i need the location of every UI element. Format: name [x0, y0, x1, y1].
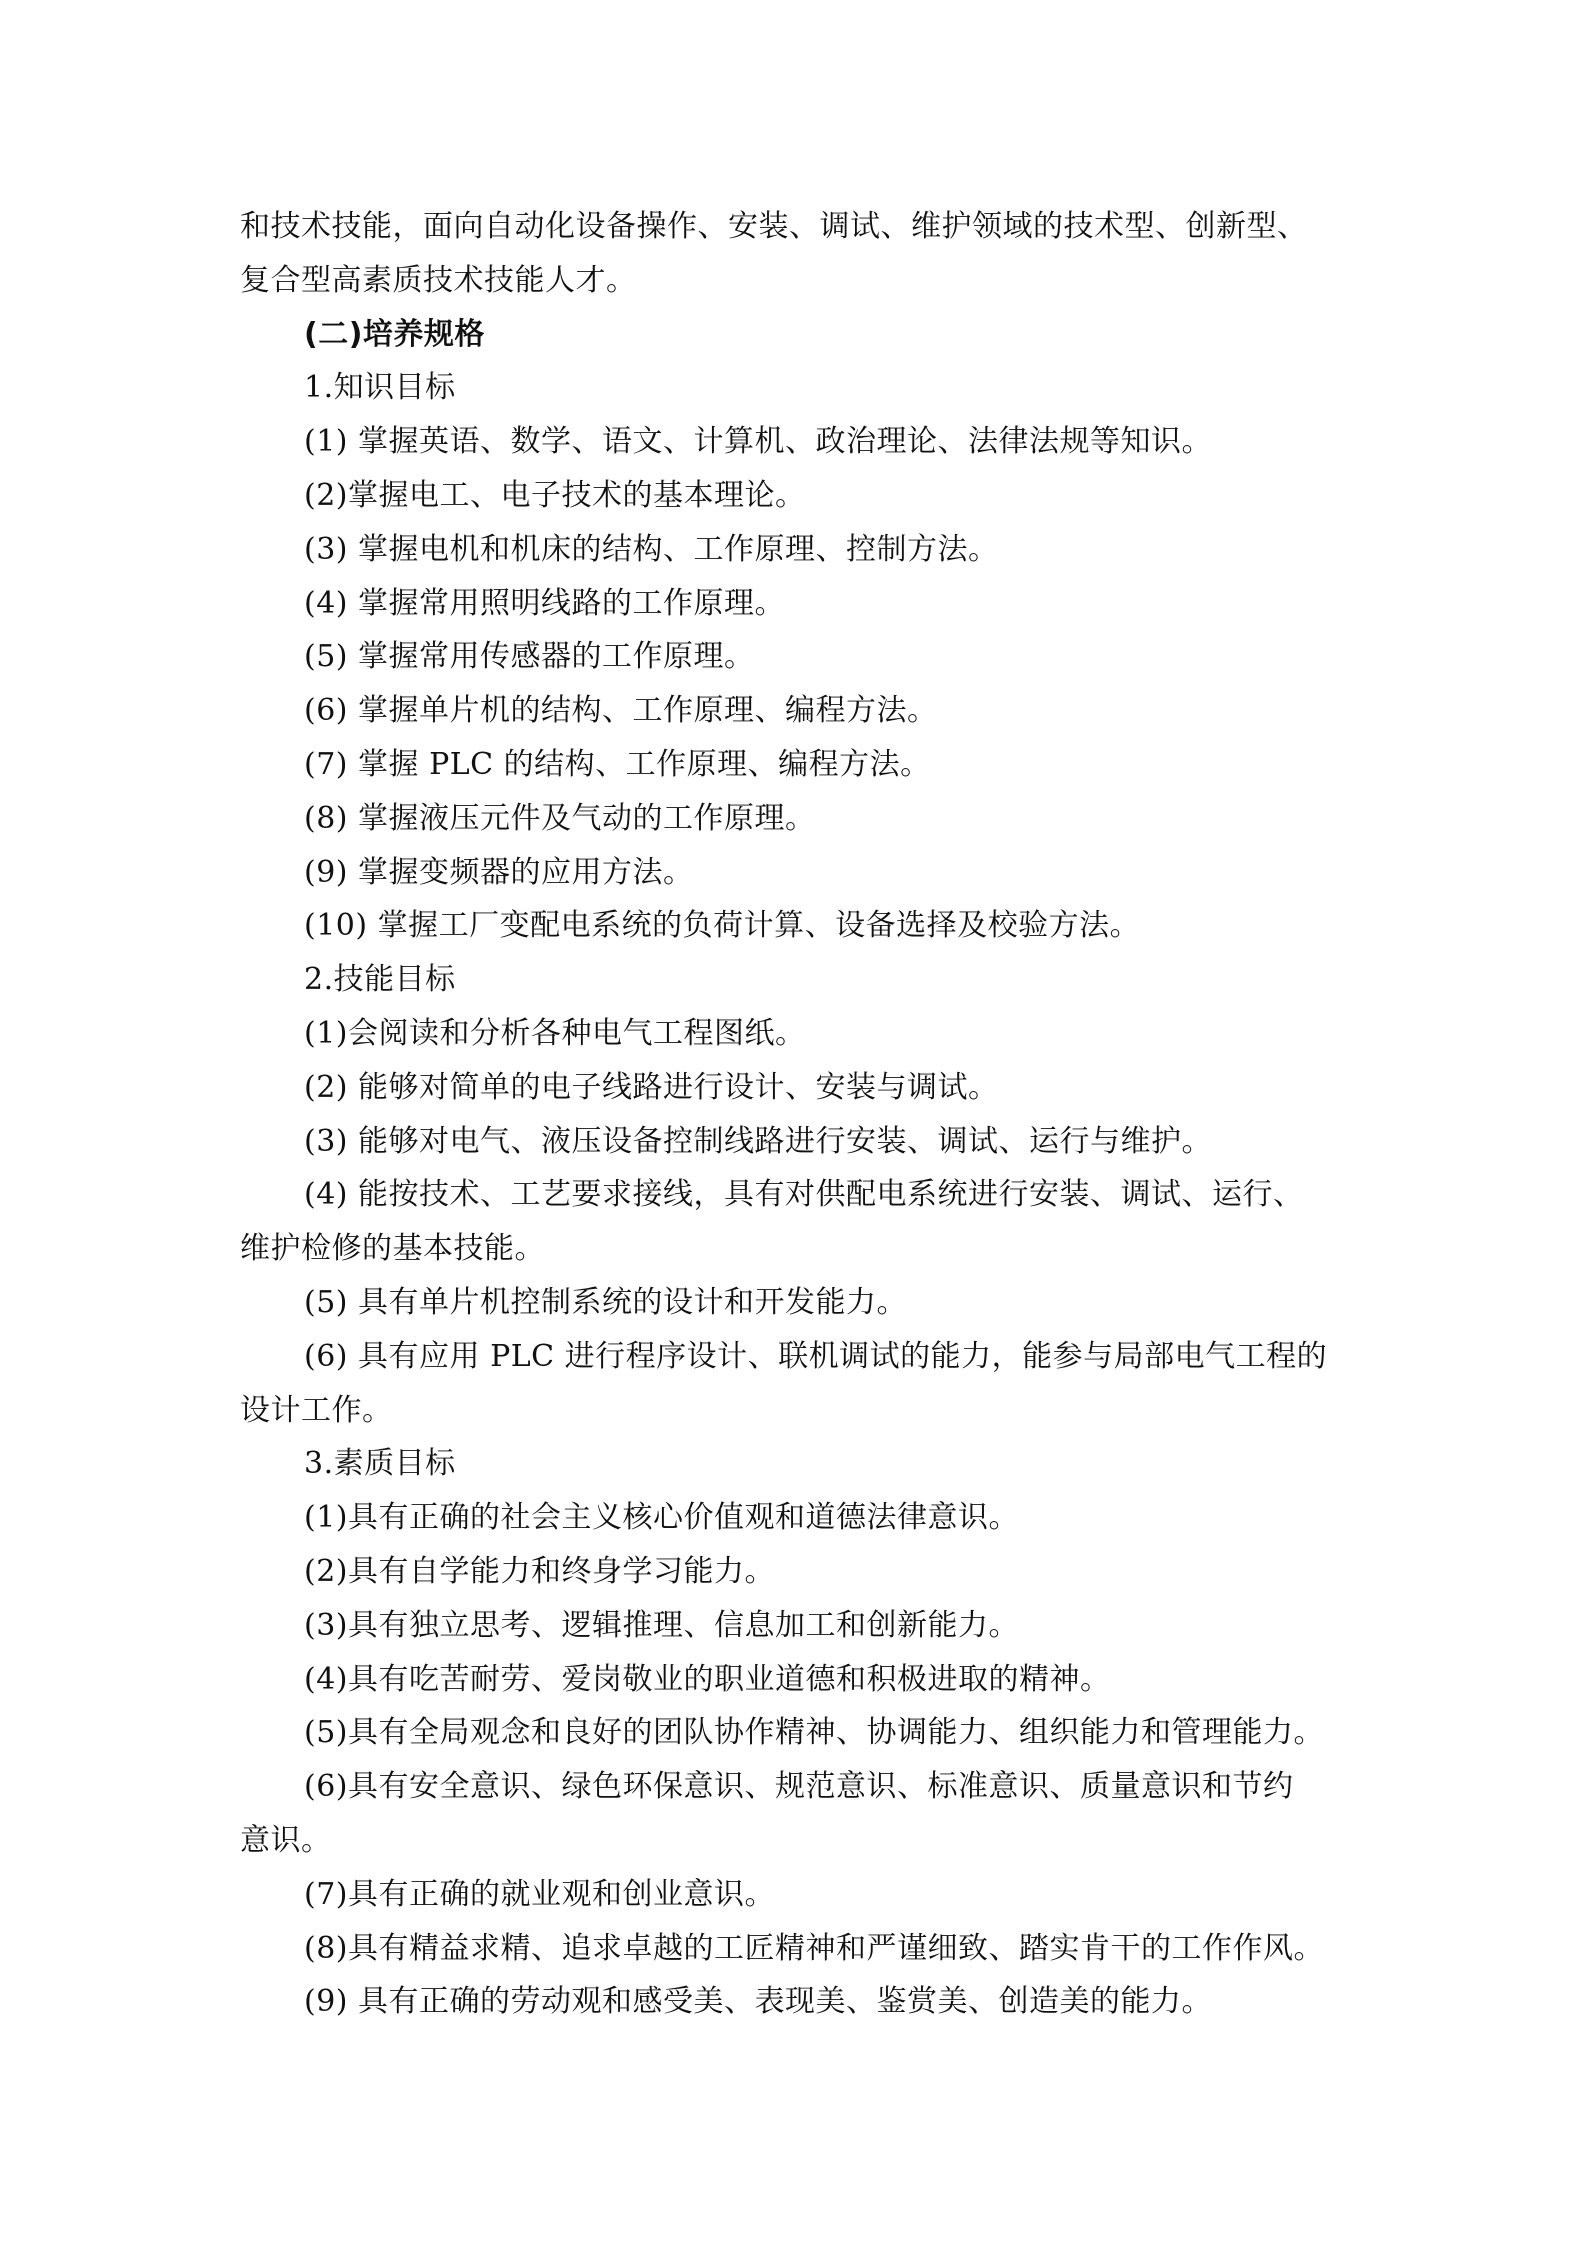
knowledge-item-6: (6) 掌握单片机的结构、工作原理、编程方法。	[304, 693, 938, 729]
intro-line-1: 和技术技能，面向自动化设备操作、安装、调试、维护领域的技术型、创新型、	[240, 209, 1308, 244]
knowledge-item-2: (2)掌握电工、电子技术的基本理论。	[304, 477, 806, 513]
knowledge-item-3: (3) 掌握电机和机床的结构、工作原理、控制方法。	[304, 531, 999, 567]
quality-item-9: (9) 具有正确的劳动观和感受美、表现美、鉴赏美、创造美的能力。	[304, 1984, 1213, 2020]
knowledge-item-10: (10) 掌握工厂变配电系统的负荷计算、设备选择及校验方法。	[304, 908, 1141, 944]
intro-line-2: 复合型高素质技术技能人才。	[240, 262, 637, 298]
knowledge-item-5: (5) 掌握常用传感器的工作原理。	[304, 639, 755, 675]
skills-item-3: (3) 能够对电气、液压设备控制线路进行安装、调试、运行与维护。	[304, 1123, 1213, 1159]
skills-item-4-line-1: (4) 能按技术、工艺要求接线，具有对供配电系统进行安装、调试、运行、	[304, 1177, 1304, 1213]
knowledge-item-8: (8) 掌握液压元件及气动的工作原理。	[304, 800, 816, 836]
section-heading: (二)培养规格	[304, 316, 485, 352]
skills-item-6-line-1: (6) 具有应用 PLC 进行程序设计、联机调试的能力，能参与局部电气工程的	[304, 1338, 1328, 1374]
skills-title: 2.技能目标	[304, 962, 456, 998]
quality-item-2: (2)具有自学能力和终身学习能力。	[304, 1553, 775, 1589]
page-content	[240, 200, 1360, 2029]
quality-title: 3.素质目标	[304, 1446, 456, 1482]
quality-item-8: (8)具有精益求精、追求卓越的工匠精神和严谨细致、踏实肯干的工作作风。	[304, 1930, 1324, 1966]
quality-item-4: (4)具有吃苦耐劳、爱岗敬业的职业道德和积极进取的精神。	[304, 1661, 1111, 1697]
skills-item-5: (5) 具有单片机控制系统的设计和开发能力。	[304, 1284, 908, 1320]
skills-item-6-line-2: 设计工作。	[240, 1392, 393, 1428]
quality-item-6-line-2: 意识。	[240, 1822, 332, 1858]
knowledge-item-9: (9) 掌握变频器的应用方法。	[304, 854, 694, 890]
knowledge-item-1: (1) 掌握英语、数学、语文、计算机、政治理论、法律法规等知识。	[304, 424, 1213, 460]
knowledge-title: 1.知识目标	[304, 370, 456, 406]
quality-item-7: (7)具有正确的就业观和创业意识。	[304, 1876, 775, 1912]
skills-item-2: (2) 能够对简单的电子线路进行设计、安装与调试。	[304, 1069, 999, 1105]
quality-item-5: (5)具有全局观念和良好的团队协作精神、协调能力、组织能力和管理能力。	[304, 1715, 1324, 1751]
knowledge-item-7: (7) 掌握 PLC 的结构、工作原理、编程方法。	[304, 746, 931, 782]
quality-item-1: (1)具有正确的社会主义核心价值观和道德法律意识。	[304, 1500, 1019, 1536]
quality-item-6-line-1: (6)具有安全意识、绿色环保意识、规范意识、标准意识、质量意识和节约	[304, 1769, 1294, 1805]
knowledge-item-4: (4) 掌握常用照明线路的工作原理。	[304, 585, 786, 621]
quality-item-3: (3)具有独立思考、逻辑推理、信息加工和创新能力。	[304, 1607, 1019, 1643]
skills-item-1: (1)会阅读和分析各种电气工程图纸。	[304, 1015, 806, 1051]
skills-item-4-line-2: 维护检修的基本技能。	[240, 1231, 545, 1267]
